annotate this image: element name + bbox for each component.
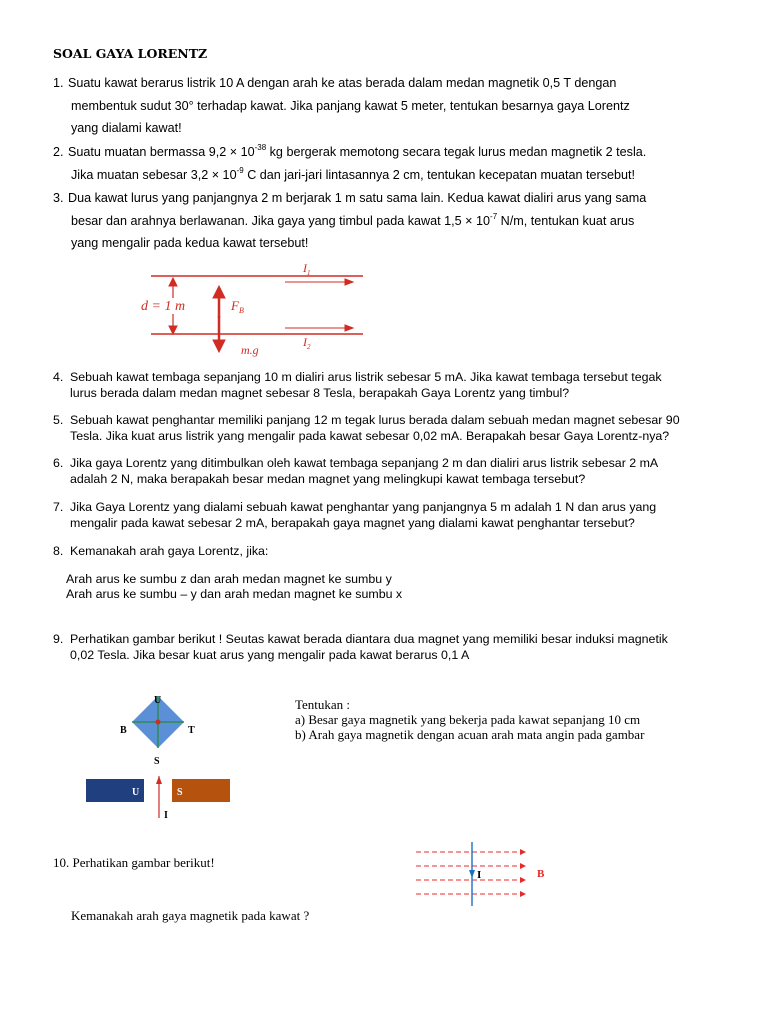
force-arrowhead (213, 286, 225, 298)
question-text: membentuk sudut 30° terhadap kawat. Jika panjang kawat 5 meter, tentukan besarnya gaya Lorentz (71, 98, 630, 113)
question-text: Sebuah kawat tembaga sepanjang 10 m dialiri arus listrik sebesar 5 mA. Jika kawat tembaga tersebut tegak (70, 370, 662, 384)
distance-label: d = 1 m (141, 299, 186, 314)
current-2-label: $I_2$ (303, 335, 311, 351)
question-number: 2. (53, 145, 64, 159)
question-text: mengalir pada kawat sebesar 2 mA, berapakah gaya magnet yang dialami kawat penghantar tersebut? (70, 515, 635, 530)
compass-label-u: U (154, 695, 162, 706)
magnet-compass-figure (80, 688, 240, 828)
question-1 (53, 72, 630, 140)
question-text: Kemanakah arah gaya Lorentz, jika: (70, 544, 269, 558)
question-text: Jika gaya Lorentz yang ditimbulkan oleh kawat tembaga sepanjang 2 m dan dialiri arus listrik sebesar 2 mA (70, 456, 659, 470)
question-2 (53, 141, 646, 186)
q8-item-1: Arah arus ke sumbu z dan arah medan magnet ke sumbu y (66, 572, 392, 586)
current-arrowhead (156, 776, 162, 784)
question-10-ask: Kemanakah arah gaya magnetik pada kawat ? (71, 908, 310, 923)
question-7 (53, 500, 656, 532)
tentukan-heading: Tentukan : (295, 697, 351, 712)
question-text: Jika Gaya Lorentz yang dialami sebuah kawat penghantar yang panjangnya 5 m adalah 1 N dan arus yang (70, 500, 657, 514)
current-arrowhead-2 (345, 325, 353, 331)
question-6 (53, 456, 658, 488)
current-label: I (164, 810, 168, 821)
distance-arrowhead-top (169, 278, 177, 286)
question-8 (53, 544, 268, 560)
question-number: 9. (53, 632, 64, 646)
field-arrowhead (520, 863, 526, 869)
question-number: 4. (53, 370, 64, 384)
question-5 (53, 413, 680, 445)
field-label: B (537, 868, 545, 880)
question-text: 0,02 Tesla. Jika besar kuat arus yang mengalir pada kawat berarus 0,1 A (70, 647, 470, 662)
compass-label-b: B (120, 725, 127, 736)
question-text: Suatu kawat berarus listrik 10 A dengan arah ke atas berada dalam medan magnetik 0,5 T dengan (68, 76, 617, 90)
current-arrowhead (469, 870, 475, 878)
compass-label-s: S (154, 756, 160, 767)
magnet-south-label: S (177, 787, 183, 798)
parallel-wires-figure (135, 258, 370, 358)
question-number: 5. (53, 413, 64, 427)
question-number: 6. (53, 456, 64, 470)
lorentz-force-label: $F_B$ (231, 298, 244, 315)
question-text: yang dialami kawat! (71, 121, 182, 135)
question-10: 10. Perhatikan gambar berikut! (53, 855, 215, 870)
current-arrowhead-1 (345, 279, 353, 285)
question-text: adalah 2 N, maka berapakah besar medan magnet yang melingkupi kawat tembaga tersebut? (70, 471, 586, 486)
magnet-north-label: U (132, 787, 140, 798)
question-number: 3. (53, 191, 64, 205)
page-title: SOAL GAYA LORENTZ (53, 46, 208, 61)
question-text: Tesla. Jika kuat arus listrik yang mengalir pada kawat sebesar 0,02 mA. Berapakah besar Gaya Lorentz-nya? (70, 428, 670, 443)
weight-label: m.g (241, 343, 259, 357)
question-9 (53, 632, 668, 664)
current-1-label: $I_1$ (303, 261, 311, 277)
magnetic-field-figure (412, 842, 562, 908)
question-text: yang mengalir pada kedua kawat tersebut! (71, 236, 309, 250)
question-text: lurus berada dalam medan magnet sebesar 8 Tesla, berapakah Gaya Lorentz yang timbul? (70, 385, 570, 400)
question-number: 1. (53, 76, 64, 90)
compass-center (156, 720, 161, 725)
question-text: Sebuah kawat penghantar memiliki panjang 12 m tegak lurus berada dalam sebuah medan magnet sebesar 90 (70, 413, 680, 427)
question-number: 8. (53, 544, 64, 558)
question-text: Dua kawat lurus yang panjangnya 2 m berjarak 1 m satu sama lain. Kedua kawat dialiri arus yang sama (68, 191, 647, 205)
field-arrowhead (520, 877, 526, 883)
question-number: 7. (53, 500, 64, 514)
compass-label-t: T (188, 725, 195, 736)
gravity-arrowhead (213, 340, 225, 352)
tentukan-b: b) Arah gaya magnetik dengan acuan arah mata angin pada gambar (295, 727, 645, 742)
question-text: Jika muatan sebesar $3,2 \times 10^{-9}$ C dan jari-jari lintasannya 2 cm, tentukan kecepatan muatan tersebut! (71, 165, 636, 182)
field-arrowhead (520, 849, 526, 855)
question-text: besar dan arahnya berlawanan. Jika gaya yang timbul pada kawat $1,5 \times 10^{-7}$ N/m, tentukan kuat arus (71, 211, 635, 228)
distance-arrowhead-bottom (169, 326, 177, 334)
tentukan-a: a) Besar gaya magnetik yang bekerja pada kawat sepanjang 10 cm (295, 712, 641, 727)
q8-item-2: Arah arus ke sumbu – y dan arah medan magnet ke sumbu x (66, 587, 403, 601)
question-text: Suatu muatan bermassa $9,2 \times 10^{-38}$ kg bergerak memotong secara tegak lurus medan magnetik 2 tesla. (68, 143, 647, 159)
question-4 (53, 370, 662, 402)
field-arrowhead (520, 891, 526, 897)
question-text: Perhatikan gambar berikut ! Seutas kawat berada diantara dua magnet yang memiliki besar induksi magnetik (70, 632, 668, 646)
question-3 (53, 187, 646, 255)
current-label: I (477, 869, 482, 881)
